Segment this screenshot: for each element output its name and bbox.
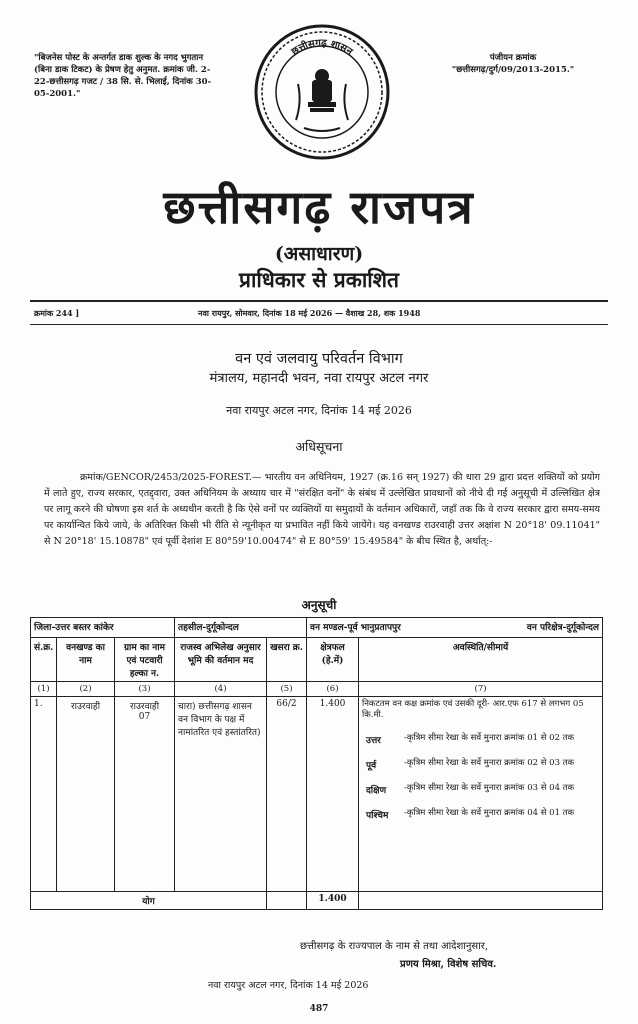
boundary-direction: पूर्व <box>366 761 377 771</box>
table-row <box>31 697 603 892</box>
col-number: (3) <box>115 682 175 697</box>
signatory: प्रणय मिश्रा, विशेष सचिव. <box>400 959 497 970</box>
svg-text:छत्तीसगढ़ शासन <box>289 38 355 58</box>
postal-permit-note: "बिजनेस पोस्ट के अन्तर्गत डाक शुल्क के नगद भुगतान (बिना डाक टिकट) के प्रेषण हेतु अनुमत. क्रमांक जी. 2-22-छत्तीसगढ़ गजट / 38 सि. से. भिलाई, दिनांक 30-05-2001." <box>34 53 212 99</box>
boundary-intro: निकटतम वन कक्ष क्रमांक एवं उसकी दूरी- आर.एफ 617 से लगभग 05 कि.मी. <box>362 699 584 720</box>
total-label: योग <box>31 892 267 910</box>
forest-division-cell <box>307 618 603 638</box>
notification-body: क्रमांक/GENCOR/2453/2025-FOREST.— भारतीय वन अधिनियम, 1927 (क्र.16 सन् 1927) की धारा 29 द्वारा प्रदत्त शक्तियों को प्रयोग में लाते हुए, राज्य सरकार, एतद्द्वारा, उक्त अधिनियम के अध्याय चार में "संरक्षित वनों" के संबंध में उल्लेखित प्रावधानों को नीचे दी गई अनुसूची में उल्लिखित क्षेत्र पर लागू करने की घोषणा इस शर्त के अध्यधीन करती है कि ऐसे वनों पर व्यक्तियों या समुदायों के वर्तमान अधिकारों, जहाँ तक कि वे राज्य सरकार द्वारा समय-समय पर कार्यान्वित किये जाये, के अतिरिक्त किसी भी रीति से न्यूनीकृत या प्रभावित नहीं किये जायेंगे। यह वनखण्ड राउरवाही उत्तर अक्षांश N 20°18' 09.11041" से N 20°18' 15.10878" एवं पूर्वी देशांश E 80°59'10.00474" से E 80°59' 15.49584" के बीच स्थित है, अर्थात्:- <box>44 472 600 547</box>
col-number: (5) <box>267 682 307 697</box>
header-rule-bottom <box>30 324 608 325</box>
boundary-text: -कृत्रिम सीमा रेखा के सर्वे मुनारा क्रमांक 01 से 02 तक <box>404 733 575 743</box>
district-cell: जिला-उत्तर बस्तर कांकेर <box>31 618 175 638</box>
table-location-row <box>31 618 603 638</box>
extraordinary-label: (असाधारण) <box>274 243 364 265</box>
table-total-row <box>31 892 603 910</box>
notification-title: अधिसूचना <box>295 439 343 454</box>
schedule-table <box>30 617 603 910</box>
issue-date: नवा रायपुर, सोमवार, दिनांक 18 मई 2026 — वैशाख 28, शक 1948 <box>198 308 421 318</box>
col-header: राजस्व अभिलेख अनुसार भूमि की वर्तमान मद <box>175 638 267 682</box>
block-cell: राउरवाही <box>57 697 115 892</box>
table-column-number-row <box>31 682 603 697</box>
area-cell: 1.400 <box>307 697 359 892</box>
col-number: (6) <box>307 682 359 697</box>
authority-line: प्राधिकार से प्रकाशित <box>239 267 399 292</box>
schedule-title: अनुसूची <box>301 598 337 612</box>
seal-text: छत्तीसगढ़ शासन <box>289 37 355 58</box>
gazette-masthead: छत्तीसगढ़ राजपत्र <box>163 180 475 234</box>
col-number: (1) <box>31 682 57 697</box>
table-header-row <box>31 638 603 682</box>
registration-number <box>428 52 598 76</box>
col-header: सं.क्र. <box>31 638 57 682</box>
col-number: (2) <box>57 682 115 697</box>
boundary-cell <box>359 697 603 892</box>
col-header: क्षेत्रफल (हे.में) <box>307 638 359 682</box>
sno-cell: 1. <box>31 697 57 892</box>
footer-date: नवा रायपुर अटल नगर, दिनांक 14 मई 2026 <box>208 980 369 991</box>
header-rule-top <box>30 300 608 302</box>
boundary-text: -कृत्रिम सीमा रेखा के सर्वे मुनारा क्रमांक 02 से 03 तक <box>404 758 575 768</box>
halka-number: 07 <box>138 712 151 722</box>
boundary-north <box>362 733 599 746</box>
tehsil-cell: तहसील-दुर्गूकोन्दल <box>175 618 307 638</box>
boundary-direction: पश्चिम <box>366 811 389 821</box>
khasra-cell: 66/2 <box>267 697 307 892</box>
boundary-text: -कृत्रिम सीमा रेखा के सर्वे मुनारा क्रमांक 04 से 01 तक <box>404 808 575 818</box>
col-header: ग्राम का नाम एवं पटवारी हल्का न. <box>115 638 175 682</box>
col-header: अवस्थिति/सीमायें <box>359 638 603 682</box>
col-number: (4) <box>175 682 267 697</box>
boundary-text: -कृत्रिम सीमा रेखा के सर्वे मुनारा क्रमांक 03 से 04 तक <box>404 783 575 793</box>
issue-number: क्रमांक 244 ] <box>34 308 80 318</box>
col-header: वनखण्ड का नाम <box>57 638 115 682</box>
boundary-direction: उत्तर <box>366 736 381 746</box>
total-empty <box>267 892 307 910</box>
total-empty <box>359 892 603 910</box>
boundary-south <box>362 783 599 796</box>
notice-date: नवा रायपुर अटल नगर, दिनांक 14 मई 2026 <box>226 404 412 417</box>
boundary-west <box>362 808 599 821</box>
village-name: राउरवाही <box>129 702 160 712</box>
col-number: (7) <box>359 682 603 697</box>
department-address: मंत्रालय, महानदी भवन, नवा रायपुर अटल नगर <box>209 371 429 386</box>
state-emblem-seal <box>252 22 392 162</box>
col-header: खसरा क्र. <box>267 638 307 682</box>
boundary-direction: दक्षिण <box>366 786 387 796</box>
land-use-cell: चारा) छत्तीसगढ़ शासन वन विभाग के पक्ष में नामांतरित एवं हस्तांतरित) <box>175 697 267 892</box>
village-cell <box>115 697 175 892</box>
registration-label: पंजीयन क्रमांक <box>489 53 537 63</box>
total-value: 1.400 <box>307 892 359 910</box>
boundary-east <box>362 758 599 771</box>
forest-division: वन मण्डल-पूर्व भानुप्रतापपुर <box>310 623 401 633</box>
department-name: वन एवं जलवायु परिवर्तन विभाग <box>235 351 403 367</box>
page-number: 487 <box>309 1004 329 1014</box>
forest-range: वन परिक्षेत्र-दुर्गूकोन्दल <box>526 623 600 633</box>
governor-order-line: छत्तीसगढ़ के राज्यपाल के नाम से तथा आदेशानुसार, <box>300 941 489 952</box>
registration-value: "छत्तीसगढ़/दुर्ग/09/2013-2015." <box>451 65 575 75</box>
